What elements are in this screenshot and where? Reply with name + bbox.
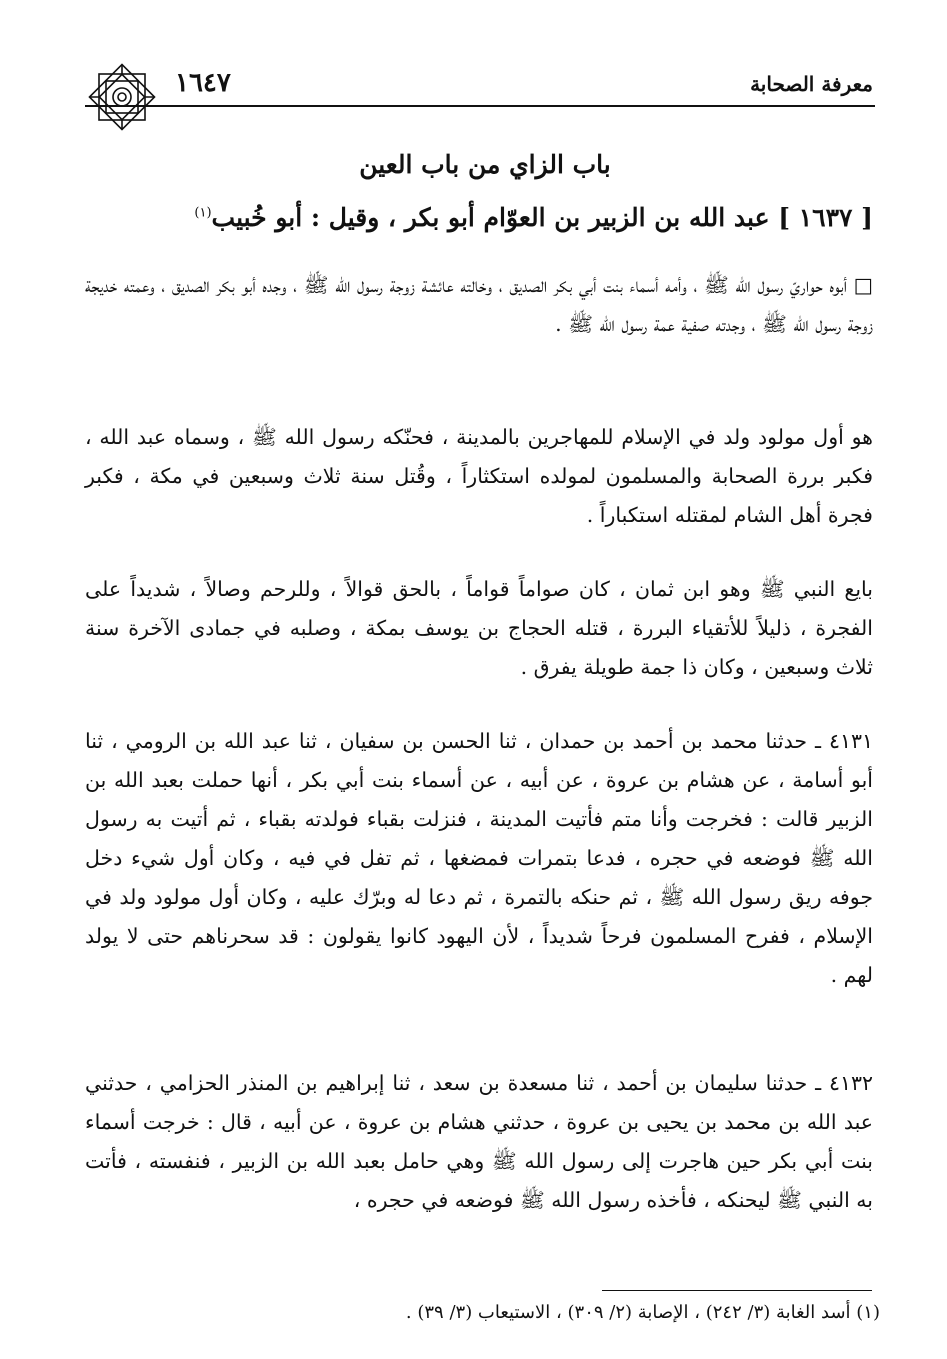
section-heading: باب الزاي من باب العين bbox=[359, 150, 611, 179]
page-number: ١٦٤٧ bbox=[175, 68, 231, 98]
footnote-reference: (١) bbox=[194, 205, 212, 221]
footnote-divider bbox=[602, 1290, 872, 1291]
body-paragraph: □ أبوه حواريّ رسول الله ﷺ ، وأمه أسماء بنت أبي بكر الصديق ، وخالته عائشة زوجة رسول الله ﷺ ، وجده أبو بكر الصديق ، وعمته خديجة زوجة رسول الله ﷺ ، وجدته صفية عمة رسول الله ﷺ . bbox=[85, 273, 873, 336]
entry-heading bbox=[85, 203, 873, 232]
running-head-title: معرفة الصحابة bbox=[750, 72, 873, 96]
entry-heading-text: [ ١٦٣٧ ] عبد الله بن الزبير بن العوّام أبو بكر ، وقيل : أبو خُبيب bbox=[211, 203, 873, 232]
hadith-paragraph: ٤١٣٢ ـ حدثنا سليمان بن أحمد ، ثنا مسعدة بن سعد ، ثنا إبراهيم بن المنذر الحزامي ، حدثني عبد الله بن محمد بن يحيى بن عروة ، حدثني هشام بن عروة ، عن أبيه ، قال : خرجت أسماء بنت أبي بكر حين هاجرت إلى رسول الله ﷺ وهي حامل بعبد الله بن الزبير ، فنفسته ، فأتت به النبي ﷺ ليحنكه ، فأخذه رسول الله ﷺ فوضعه في حجره ، bbox=[85, 1071, 873, 1212]
body-paragraph: هو أول مولود ولد في الإسلام للمهاجرين بالمدينة ، فحنّكه رسول الله ﷺ ، وسماه عبد الله ، فكبر بررة الصحابة والمسلمون لمولده استكثاراً ، وقُتل سنة ثلاث وسبعين في مكة ، فكبر فجرة أهل الشام لمقتله استكباراً . bbox=[85, 425, 873, 527]
hadith-paragraph: ٤١٣١ ـ حدثنا محمد بن أحمد بن حمدان ، ثنا الحسن بن سفيان ، ثنا عبد الله بن الرومي ، ثنا أبو أسامة ، عن هشام بن عروة ، عن أبيه ، عن أسماء بنت أبي بكر ، أنها حملت بعبد الله بن الزبير قالت : فخرجت وأنا متم فأتيت المدينة ، فنزلت بقباء فولدته بقباء ، ثم أتيت به رسول الله ﷺ فوضعه في حجره ، فدعا بتمرات فمضغها ، ثم تفل في فيه ، وكان أول شيء دخل جوفه ريق رسول الله ﷺ ، ثم حنكه بالتمرة ، ثم دعا له وبرّك عليه ، وكان أول مولود ولد في الإسلام ، ففرح المسلمون فرحاً شديداً ، لأن اليهود كانوا يقولون : قد سحرناهم حتى لا يولد لهم . bbox=[85, 729, 873, 987]
page-header bbox=[85, 62, 885, 122]
header-divider bbox=[85, 105, 875, 107]
footnote: (١) أسد الغابة (٣/ ٢٤٢) ، الإصابة (٢/ ٣٠٩) ، الاستيعاب (٣/ ٣٩) . bbox=[405, 1302, 880, 1323]
body-paragraph: بايع النبي ﷺ وهو ابن ثمان ، كان صواماً قواماً ، بالحق قوالاً ، وللرحم وصالاً ، شديداً على الفجرة ، ذليلاً للأتقياء البررة ، قتله الحجاج بن يوسف بمكة ، وصلبه في جمادى الآخرة سنة ثلاث وسبعين ، وكان ذا جمة طويلة يفرق . bbox=[85, 577, 873, 679]
octagonal-star-ornament-icon bbox=[85, 60, 159, 134]
